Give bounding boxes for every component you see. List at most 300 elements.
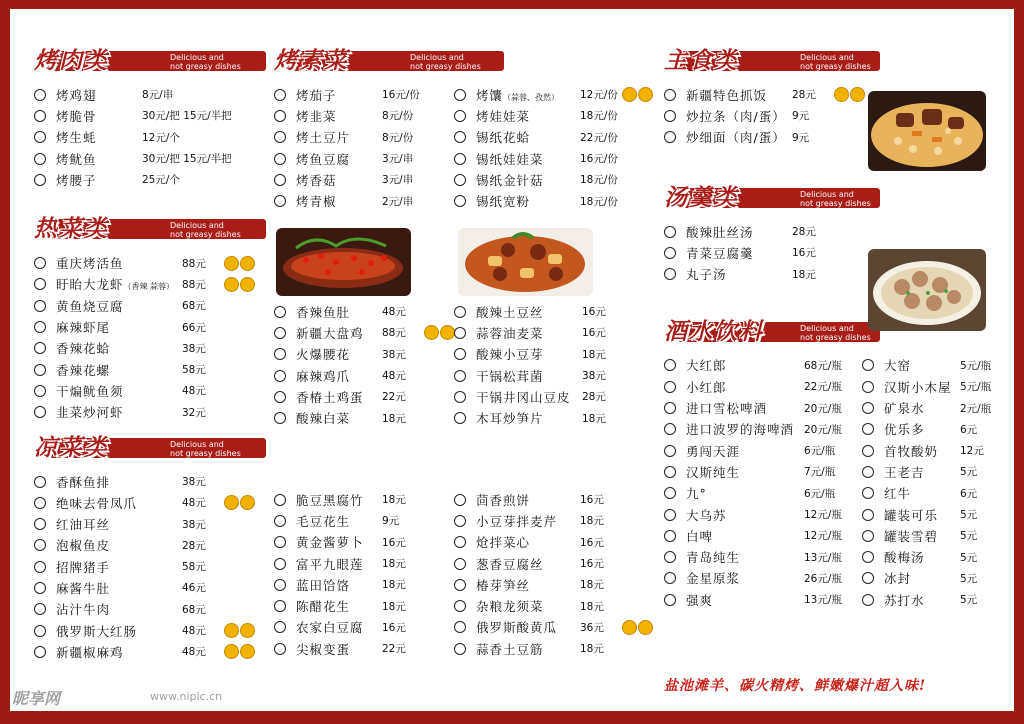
- circle-checkbox-icon[interactable]: [454, 348, 466, 360]
- item-price: 16元: [382, 621, 406, 634]
- circle-checkbox-icon[interactable]: [34, 561, 46, 573]
- item-name: 干锅松茸菌: [476, 368, 544, 384]
- thumbs-up-icon: [622, 620, 654, 635]
- circle-checkbox-icon[interactable]: [664, 423, 676, 435]
- item-price: 38元: [182, 342, 206, 355]
- item-name: 丸子汤: [686, 267, 727, 283]
- section-title: 凉菜类: [34, 433, 109, 461]
- menu-item: [454, 386, 664, 407]
- section-title: 烤肉类: [34, 47, 109, 74]
- item-name: 招牌猪手: [56, 559, 111, 575]
- menu-item: [454, 190, 664, 211]
- slogan: 盐池滩羊、碳火精烤、鲜嫩爆汁超入味!: [664, 678, 927, 694]
- item-price: 5元: [960, 551, 978, 564]
- item-price: 18元: [580, 600, 604, 613]
- menu-item: [34, 535, 266, 556]
- menu-item: [274, 127, 444, 148]
- circle-checkbox-icon[interactable]: [664, 226, 676, 238]
- item-price: 38元: [182, 518, 206, 531]
- circle-checkbox-icon[interactable]: [34, 257, 46, 269]
- item-name: 麻酱牛肚: [56, 580, 111, 596]
- item-price: 68元: [182, 603, 206, 616]
- item-name: 麻辣鸡爪: [296, 368, 351, 384]
- watermark-url: www.nipic.cn: [150, 690, 223, 703]
- item-name: 王老吉: [884, 464, 925, 480]
- circle-checkbox-icon[interactable]: [664, 466, 676, 478]
- circle-checkbox-icon[interactable]: [454, 412, 466, 424]
- menu-item: [862, 461, 1002, 482]
- item-price: 58元: [182, 561, 206, 574]
- item-price: 28元: [582, 391, 606, 404]
- circle-checkbox-icon[interactable]: [454, 153, 466, 165]
- circle-checkbox-icon[interactable]: [34, 89, 46, 101]
- menu-item: [454, 148, 664, 169]
- circle-checkbox-icon[interactable]: [862, 402, 874, 414]
- circle-checkbox-icon[interactable]: [34, 625, 46, 637]
- menu-item: [274, 148, 444, 169]
- item-price: 8元/串: [142, 89, 174, 102]
- circle-checkbox-icon[interactable]: [664, 110, 676, 122]
- mid-upper-right: [454, 301, 664, 429]
- menu-item: [454, 105, 664, 126]
- menu-item: [862, 546, 1002, 567]
- circle-checkbox-icon[interactable]: [862, 381, 874, 393]
- menu-item: [664, 504, 859, 525]
- circle-checkbox-icon[interactable]: [862, 423, 874, 435]
- item-price: 12元: [960, 445, 984, 458]
- item-name: 大红郎: [686, 358, 727, 374]
- circle-checkbox-icon[interactable]: [664, 551, 676, 563]
- item-price: 16元/份: [580, 153, 618, 166]
- item-price: 48元: [382, 370, 406, 383]
- item-name: 泡椒鱼皮: [56, 538, 111, 554]
- item-note: （香辣 蒜蓉）: [123, 282, 175, 292]
- item-name: 香椿土鸡蛋: [296, 389, 364, 405]
- item-name: 香辣鱼肚: [296, 304, 351, 320]
- circle-checkbox-icon[interactable]: [664, 487, 676, 499]
- menu-item: [862, 355, 1002, 376]
- circle-checkbox-icon[interactable]: [274, 579, 286, 591]
- circle-checkbox-icon[interactable]: [454, 327, 466, 339]
- circle-checkbox-icon[interactable]: [34, 110, 46, 122]
- circle-checkbox-icon[interactable]: [862, 359, 874, 371]
- item-name: 锡纸金针菇: [476, 172, 544, 188]
- item-price: 18元: [582, 348, 606, 361]
- menu-item: [274, 638, 444, 659]
- item-name: 锡纸花蛤: [476, 130, 531, 146]
- item-price: 2元/串: [382, 195, 414, 208]
- item-price: 38元: [582, 370, 606, 383]
- item-name: 木耳炒笋片: [476, 411, 544, 427]
- menu-item: [454, 574, 664, 595]
- thumbs-up-icon: [224, 495, 256, 510]
- menu-item: [454, 322, 664, 343]
- item-name: 汉斯纯生: [686, 464, 741, 480]
- menu-item: [664, 397, 859, 418]
- circle-checkbox-icon[interactable]: [274, 306, 286, 318]
- item-price: 48元: [382, 306, 406, 319]
- item-name: 烤茄子: [296, 87, 337, 103]
- item-price: 18元/份: [580, 195, 618, 208]
- item-price: 58元: [182, 364, 206, 377]
- item-name: 强爽: [686, 592, 714, 608]
- list-hot-dishes: [34, 252, 266, 422]
- circle-checkbox-icon[interactable]: [274, 89, 286, 101]
- item-price: 5元: [960, 466, 978, 479]
- item-name: 蒜蓉油麦菜: [476, 325, 544, 341]
- circle-checkbox-icon[interactable]: [34, 518, 46, 530]
- circle-checkbox-icon[interactable]: [274, 494, 286, 506]
- circle-checkbox-icon[interactable]: [454, 370, 466, 382]
- menu-item: [454, 553, 664, 574]
- circle-checkbox-icon[interactable]: [454, 494, 466, 506]
- column-1: [34, 46, 266, 663]
- item-price: 18元/份: [580, 174, 618, 187]
- item-price: 88元: [182, 257, 206, 270]
- item-price: 20元/瓶: [804, 423, 842, 436]
- item-price: 2元/瓶: [960, 402, 992, 415]
- item-name: 蒜香土豆筋: [476, 641, 544, 657]
- list-cold-dishes: [34, 471, 266, 663]
- menu-item: [664, 568, 859, 589]
- menu-item: [454, 365, 664, 386]
- item-price: 36元: [580, 621, 604, 634]
- circle-checkbox-icon[interactable]: [454, 643, 466, 655]
- item-price: 48元: [182, 385, 206, 398]
- circle-checkbox-icon[interactable]: [34, 153, 46, 165]
- item-name: 酸辣白菜: [296, 411, 351, 427]
- circle-checkbox-icon[interactable]: [274, 558, 286, 570]
- circle-checkbox-icon[interactable]: [34, 174, 46, 186]
- section-header-bbq-meat: 烤肉类 Delicious and not greasy dishes: [34, 46, 266, 74]
- item-name: 烤韭菜: [296, 108, 337, 124]
- menu-item: [862, 504, 1002, 525]
- circle-checkbox-icon[interactable]: [664, 572, 676, 584]
- menu-item: [664, 546, 859, 567]
- item-price: 30元/把 15元/半把: [142, 110, 232, 123]
- item-price: 5元: [960, 594, 978, 607]
- item-name: 干煸鱿鱼须: [56, 383, 124, 399]
- menu-item: [34, 641, 266, 662]
- circle-checkbox-icon[interactable]: [664, 131, 676, 143]
- item-name: 罐装雪碧: [884, 528, 939, 544]
- circle-checkbox-icon[interactable]: [274, 643, 286, 655]
- circle-checkbox-icon[interactable]: [274, 153, 286, 165]
- circle-checkbox-icon[interactable]: [34, 497, 46, 509]
- item-price: 28元: [182, 539, 206, 552]
- item-price: 30元/把 15元/半把: [142, 153, 232, 166]
- circle-checkbox-icon[interactable]: [454, 621, 466, 633]
- thumbs-up-icon: [224, 277, 256, 292]
- circle-checkbox-icon[interactable]: [34, 646, 46, 658]
- item-name: 茴香煎饼: [476, 492, 531, 508]
- circle-checkbox-icon[interactable]: [862, 466, 874, 478]
- circle-checkbox-icon[interactable]: [664, 509, 676, 521]
- circle-checkbox-icon[interactable]: [664, 381, 676, 393]
- big-plate-chicken-photo: [458, 228, 593, 296]
- menu-item: [862, 397, 1002, 418]
- circle-checkbox-icon[interactable]: [274, 621, 286, 633]
- menu-item: [274, 365, 444, 386]
- menu-item: [454, 532, 664, 553]
- circle-checkbox-icon[interactable]: [454, 110, 466, 122]
- item-price: 16元/份: [382, 89, 420, 102]
- menu-item: [454, 344, 664, 365]
- item-price: 5元/瓶: [960, 381, 992, 394]
- circle-checkbox-icon[interactable]: [34, 342, 46, 354]
- circle-checkbox-icon[interactable]: [862, 530, 874, 542]
- item-price: 22元: [382, 643, 406, 656]
- circle-checkbox-icon[interactable]: [862, 487, 874, 499]
- item-price: 32元: [182, 406, 206, 419]
- section-title: 主食类: [664, 47, 739, 74]
- item-price: 16元: [580, 494, 604, 507]
- circle-checkbox-icon[interactable]: [454, 131, 466, 143]
- item-name: 锡纸娃娃菜: [476, 151, 544, 167]
- circle-checkbox-icon[interactable]: [274, 195, 286, 207]
- menu-item: [664, 525, 859, 546]
- item-name: 葱香豆腐丝: [476, 556, 544, 572]
- item-name: 勇闯天涯: [686, 443, 741, 459]
- menu-item: [34, 169, 266, 190]
- circle-checkbox-icon[interactable]: [454, 89, 466, 101]
- circle-checkbox-icon[interactable]: [862, 509, 874, 521]
- item-price: 88元: [382, 327, 406, 340]
- menu-item: [34, 402, 266, 423]
- menu-item: [454, 595, 664, 616]
- circle-checkbox-icon[interactable]: [34, 406, 46, 418]
- item-name: 椿芽笋丝: [476, 577, 531, 593]
- menu-item: [34, 513, 266, 534]
- item-price: 5元: [960, 509, 978, 521]
- mid-upper-left: [274, 301, 444, 429]
- menu-item: [34, 84, 266, 105]
- circle-checkbox-icon[interactable]: [664, 594, 676, 606]
- circle-checkbox-icon[interactable]: [34, 582, 46, 594]
- circle-checkbox-icon[interactable]: [454, 391, 466, 403]
- menu-item: [274, 386, 444, 407]
- item-name: 金星原浆: [686, 571, 741, 587]
- item-name: 九°: [686, 486, 707, 502]
- circle-checkbox-icon[interactable]: [34, 603, 46, 615]
- menu-item: [274, 553, 444, 574]
- circle-checkbox-icon[interactable]: [664, 402, 676, 414]
- circle-checkbox-icon[interactable]: [454, 536, 466, 548]
- item-price: 28元: [792, 89, 816, 102]
- item-name: 绝味去骨凤爪: [56, 495, 138, 511]
- circle-checkbox-icon[interactable]: [274, 536, 286, 548]
- circle-checkbox-icon[interactable]: [454, 306, 466, 318]
- circle-checkbox-icon[interactable]: [454, 600, 466, 612]
- section-header-drinks: 酒水饮料 Delicious and not greasy dishes: [664, 317, 880, 345]
- menu-item: [454, 617, 664, 638]
- item-name: 杂粮龙须菜: [476, 599, 544, 615]
- item-price: 16元: [580, 558, 604, 571]
- item-name: 首牧酸奶: [884, 443, 939, 459]
- menu-item: [862, 483, 1002, 504]
- menu-item: [664, 589, 859, 610]
- circle-checkbox-icon[interactable]: [274, 412, 286, 424]
- circle-checkbox-icon[interactable]: [664, 359, 676, 371]
- item-name: 盱眙大龙虾（香辣 蒜蓉）: [56, 277, 175, 293]
- circle-checkbox-icon[interactable]: [274, 348, 286, 360]
- item-name: 新疆椒麻鸡: [56, 644, 124, 660]
- circle-checkbox-icon[interactable]: [664, 247, 676, 259]
- pilaf-photo: [868, 91, 986, 171]
- drinks-right: [862, 355, 1002, 611]
- item-price: 9元: [382, 515, 400, 528]
- circle-checkbox-icon[interactable]: [274, 327, 286, 339]
- circle-checkbox-icon[interactable]: [274, 600, 286, 612]
- thumbs-up-icon: [224, 256, 256, 271]
- circle-checkbox-icon[interactable]: [34, 476, 46, 488]
- item-name: 新疆大盘鸡: [296, 325, 364, 341]
- menu-item: [454, 84, 664, 105]
- bbq-veg-left: [274, 84, 444, 212]
- item-price: 12元/份: [580, 89, 618, 102]
- menu-item: [274, 105, 444, 126]
- menu-item: [274, 489, 444, 510]
- item-name: 锡纸宽粉: [476, 194, 531, 210]
- item-price: 46元: [182, 582, 206, 595]
- thumbs-up-icon: [424, 325, 456, 340]
- circle-checkbox-icon[interactable]: [274, 391, 286, 403]
- menu-item: [454, 169, 664, 190]
- item-price: 68元/瓶: [804, 359, 842, 372]
- circle-checkbox-icon[interactable]: [34, 300, 46, 312]
- circle-checkbox-icon[interactable]: [664, 530, 676, 542]
- item-price: 18元: [580, 515, 604, 528]
- menu-item: [454, 489, 664, 510]
- menu-item: [862, 589, 1002, 610]
- circle-checkbox-icon[interactable]: [34, 278, 46, 290]
- item-name: 大窑: [884, 358, 912, 374]
- item-price: 18元: [382, 558, 406, 571]
- section-header-staple: 主食类 Delicious and not greasy dishes: [664, 46, 880, 74]
- circle-checkbox-icon[interactable]: [34, 385, 46, 397]
- menu-item: [862, 419, 1002, 440]
- item-name: 青岛纯生: [686, 550, 741, 566]
- watermark-brand: 昵享网: [12, 689, 61, 708]
- item-price: 28元: [792, 226, 816, 239]
- list-bbq-meat: [34, 84, 266, 190]
- item-price: 9元: [792, 131, 810, 144]
- item-name: 火爆腰花: [296, 347, 351, 363]
- section-title: 汤羹类: [664, 183, 739, 211]
- item-name: 干锅井冈山豆皮: [476, 389, 571, 405]
- menu-item: [34, 620, 266, 641]
- circle-checkbox-icon[interactable]: [274, 174, 286, 186]
- circle-checkbox-icon[interactable]: [664, 268, 676, 280]
- item-name: 韭菜炒河虾: [56, 405, 124, 421]
- menu-item: [664, 355, 859, 376]
- circle-checkbox-icon[interactable]: [34, 131, 46, 143]
- item-name: 小豆芽拌麦芹: [476, 513, 558, 529]
- circle-checkbox-icon[interactable]: [454, 174, 466, 186]
- item-price: 48元: [182, 625, 206, 638]
- circle-checkbox-icon[interactable]: [34, 321, 46, 333]
- circle-checkbox-icon[interactable]: [454, 579, 466, 591]
- item-name: 酸辣小豆芽: [476, 347, 544, 363]
- menu-item: [34, 359, 266, 380]
- item-price: 22元/瓶: [804, 381, 842, 394]
- circle-checkbox-icon[interactable]: [34, 364, 46, 376]
- menu-item: [34, 380, 266, 401]
- item-price: 12元/个: [142, 131, 180, 144]
- menu-item: [274, 574, 444, 595]
- circle-checkbox-icon[interactable]: [454, 515, 466, 527]
- circle-checkbox-icon[interactable]: [274, 110, 286, 122]
- circle-checkbox-icon[interactable]: [34, 539, 46, 551]
- item-price: 6元/瓶: [804, 445, 836, 458]
- menu-item: [34, 252, 266, 273]
- circle-checkbox-icon[interactable]: [454, 195, 466, 207]
- item-price: 7元/瓶: [804, 466, 836, 479]
- menu-item: [664, 461, 859, 482]
- section-title: 烤素菜: [274, 47, 349, 74]
- circle-checkbox-icon[interactable]: [862, 445, 874, 457]
- menu-item: [454, 127, 664, 148]
- menu-item: [454, 301, 664, 322]
- item-name: 炝拌菜心: [476, 535, 531, 551]
- menu-item: [274, 532, 444, 553]
- circle-checkbox-icon[interactable]: [274, 370, 286, 382]
- item-name: 苏打水: [884, 592, 925, 608]
- item-price: 8元/份: [382, 131, 414, 144]
- menu-item: [664, 483, 859, 504]
- menu-item: [664, 440, 859, 461]
- circle-checkbox-icon[interactable]: [862, 551, 874, 563]
- circle-checkbox-icon[interactable]: [862, 572, 874, 584]
- section-header-cold-dishes: 凉菜类 Delicious and not greasy dishes: [34, 433, 266, 461]
- menu-item: [274, 344, 444, 365]
- menu-item: [274, 84, 444, 105]
- grilled-fish-photo: [276, 228, 411, 296]
- item-name: 蓝田饸饹: [296, 577, 351, 593]
- item-name: 烤生蚝: [56, 130, 97, 146]
- item-price: 18元: [382, 600, 406, 613]
- menu-item: [34, 295, 266, 316]
- item-name: 烤鸡翅: [56, 87, 97, 103]
- item-name: 烤鱿鱼: [56, 151, 97, 167]
- item-name: 富平九眼莲: [296, 556, 364, 572]
- circle-checkbox-icon[interactable]: [664, 445, 676, 457]
- menu-item: [454, 510, 664, 531]
- circle-checkbox-icon[interactable]: [274, 131, 286, 143]
- item-price: 66元: [182, 321, 206, 334]
- circle-checkbox-icon[interactable]: [862, 594, 874, 606]
- item-price: 18元/份: [580, 110, 618, 123]
- circle-checkbox-icon[interactable]: [274, 515, 286, 527]
- circle-checkbox-icon[interactable]: [454, 558, 466, 570]
- item-name: 进口雪松啤酒: [686, 401, 768, 417]
- item-name: 香辣花蛤: [56, 341, 111, 357]
- menu-item: [274, 190, 444, 211]
- item-name: 青菜豆腐羹: [686, 245, 754, 261]
- menu-item: [34, 316, 266, 337]
- menu-item: [34, 492, 266, 513]
- circle-checkbox-icon[interactable]: [664, 89, 676, 101]
- item-price: 18元: [792, 268, 816, 281]
- drinks-left: [664, 355, 859, 611]
- menu-item: [274, 322, 444, 343]
- section-header-bbq-veg: 烤素菜 Delicious and not greasy dishes: [274, 46, 504, 74]
- thumbs-up-icon: [622, 87, 654, 102]
- menu-item: [664, 419, 859, 440]
- item-name: 烤土豆片: [296, 130, 351, 146]
- item-price: 38元: [382, 348, 406, 361]
- item-name: 黄金酱萝卜: [296, 535, 364, 551]
